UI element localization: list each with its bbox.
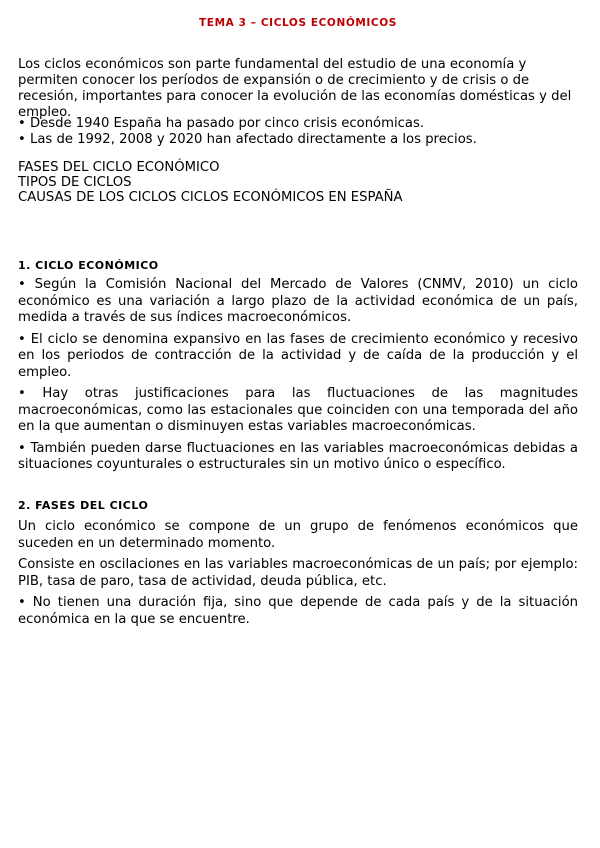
- section-body-ciclo-economico: [18, 277, 578, 479]
- section-paragraph: • También pueden darse fluctuaciones en las variables macroeconómicas debidas a situaciones coyunturales o estructurales sin un motivo único o específico.: [18, 440, 578, 472]
- document-title: TEMA 3 – CICLOS ECONÓMICOS: [199, 17, 397, 29]
- section-heading-ciclo-economico: 1. CICLO ECONÓMICO: [18, 259, 159, 272]
- section-paragraph: Consiste en oscilaciones en las variables macroeconómicas de un país; por ejemplo: PIB, tasa de paro, tasa de actividad, deuda pública, etc.: [18, 557, 578, 589]
- section-paragraph: Un ciclo económico se compone de un grupo de fenómenos económicos que suceden en un determinado momento.: [18, 519, 578, 551]
- section-paragraph: • El ciclo se denomina expansivo en las fases de crecimiento económico y recesivo en los periodos de contracción de la actividad y de caída de la producción y el empleo.: [18, 331, 578, 380]
- intro-paragraph: [18, 57, 578, 121]
- topic-item: CAUSAS DE LOS CICLOS CICLOS ECONÓMICOS EN ESPAÑA: [18, 190, 403, 205]
- topic-item: FASES DEL CICLO ECONÓMICO: [18, 160, 220, 175]
- intro-bullets: [18, 116, 578, 148]
- topic-item: TIPOS DE CICLOS: [18, 175, 132, 190]
- section-heading-fases-del-ciclo: 2. FASES DEL CICLO: [18, 499, 149, 512]
- intro-bullet: • Las de 1992, 2008 y 2020 han afectado directamente a los precios.: [18, 132, 477, 147]
- section-paragraph: • Hay otras justificaciones para las fluctuaciones de las magnitudes macroeconómicas, como las estacionales que coinciden con una temporada del año en la que aumentan o disminuyen estas variables macroeconómicas.: [18, 386, 578, 434]
- section-paragraph: • Según la Comisión Nacional del Mercado de Valores (CNMV, 2010) un ciclo económico es una variación a largo plazo de la actividad económica de un país, medida a través de sus índices macroeconómicos.: [18, 277, 578, 325]
- intro-text: Los ciclos económicos son parte fundamental del estudio de una economía y permiten conocer los períodos de expansión o de crecimiento y de crisis o de recesión, importantes para conocer la evolución de las economías domésticas y del empleo.: [18, 57, 572, 120]
- topics-list: [18, 160, 578, 205]
- section-paragraph: • No tienen una duración fija, sino que depende de cada país y de la situación económica en la que se encuentre.: [18, 595, 578, 627]
- intro-bullet: • Desde 1940 España ha pasado por cinco crisis económicas.: [18, 116, 425, 131]
- section-body-fases-del-ciclo: [18, 519, 578, 633]
